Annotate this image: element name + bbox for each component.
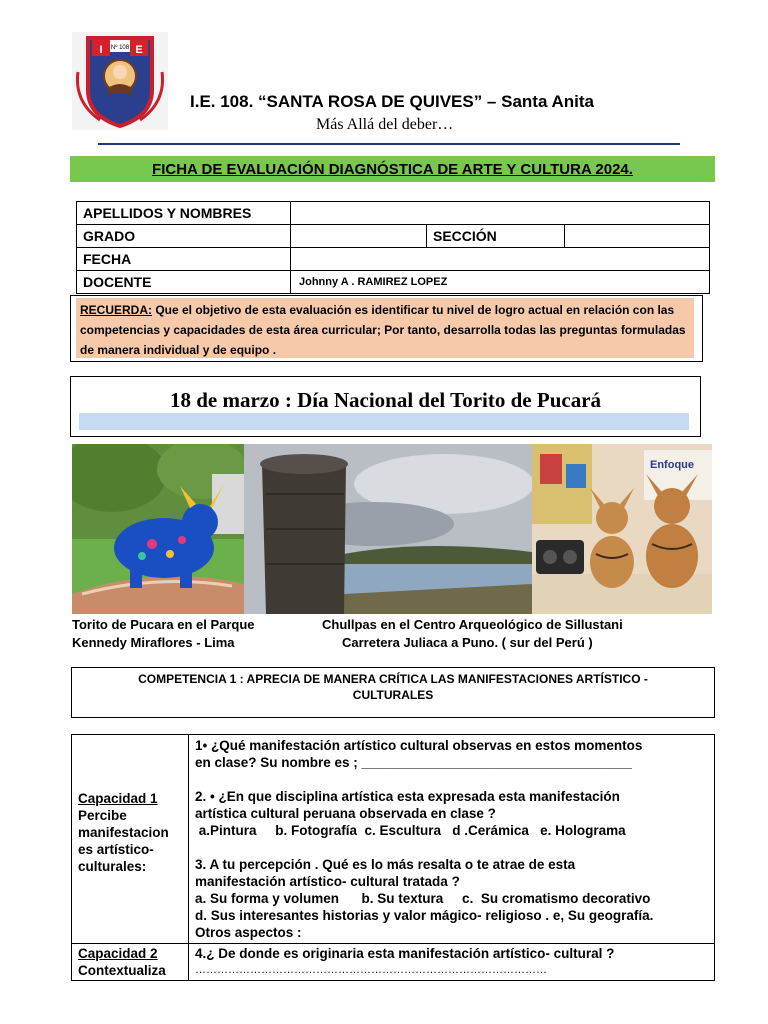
school-motto: Más Allá del deber… <box>316 116 454 133</box>
classroom-sign-text: Enfoque <box>650 459 694 471</box>
photo-chullpa-sillustani <box>244 444 532 614</box>
q4-answer-line[interactable]: …………………………………………………………………………………… <box>195 964 547 976</box>
q3-option-row2[interactable]: d. Sus interesantes historias y valor mágico- religioso . e, Su geografía. <box>195 908 654 923</box>
evaluation-title: FICHA DE EVALUACIÓN DIAGNÓSTICA DE ARTE Y CULTURA 2024. <box>152 161 633 178</box>
q1-line1: 1• ¿Qué manifestación artístico cultural observas en estos momentos <box>195 738 643 753</box>
table-row <box>77 202 710 225</box>
q3-line1: 3. A tu percepción . Qué es lo más resalta o te atrae de esta <box>195 857 576 872</box>
evaluation-title-bar <box>70 156 715 182</box>
school-logo <box>72 32 168 130</box>
q3-option-row1[interactable]: a. Su forma y volumen b. Su textura c. Su cromatismo decorativo <box>195 891 651 906</box>
recuerda-label: RECUERDA: <box>80 303 152 317</box>
seccion-label: SECCIÓN <box>427 225 565 248</box>
q2-line1: 2. • ¿En que disciplina artística esta expresada esta manifestación <box>195 789 620 804</box>
capacidad1-title: Capacidad 1 <box>78 791 158 806</box>
competencia-line2: CULTURALES <box>352 688 434 702</box>
q2-line2: artística cultural peruana observada en clase ? <box>195 806 496 821</box>
table-row <box>72 735 715 944</box>
recuerda-note <box>76 298 694 358</box>
q4-line1: 4.¿ De donde es originaria esta manifestación artístico- cultural ? <box>195 946 615 961</box>
capacidad1-desc-3: es artístico- <box>78 842 154 857</box>
competencia-line1: COMPETENCIA 1 : APRECIA DE MANERA CRÍTICA LAS MANIFESTACIONES ARTÍSTICO - <box>138 672 648 686</box>
capacidades-table <box>71 734 715 981</box>
table-row <box>77 225 710 248</box>
q2-options[interactable]: a.Pintura b. Fotografía c. Escultura d .Cerámica e. Holograma <box>195 823 626 838</box>
table-row <box>77 271 710 294</box>
capacidad2-title: Capacidad 2 <box>78 946 158 961</box>
date-banner-stripe <box>79 413 689 430</box>
photo2-caption-line2: Carretera Juliaca a Puno. ( sur del Perú ) <box>342 635 593 650</box>
table-row <box>72 944 715 981</box>
q3-option-row3[interactable]: Otros aspectos : <box>195 925 302 940</box>
photo-torito-park <box>72 444 244 614</box>
recuerda-text: Que el objetivo de esta evaluación es identificar tu nivel de logro actual en relación con las competencias y capacidades de esta área curricular; Por tanto, desarrolla todas las preguntas formuladas de manera individual y de equipo . <box>80 303 686 357</box>
fecha-label: FECHA <box>77 248 291 271</box>
table-row <box>77 248 710 271</box>
photo1-caption-line1: Torito de Pucara en el Parque <box>72 617 255 632</box>
q4-cell <box>189 944 715 981</box>
photo-ceramic-toritos <box>532 444 712 614</box>
competencia-box <box>71 667 715 718</box>
fecha-field[interactable] <box>291 248 710 271</box>
student-info-table <box>76 201 710 294</box>
capacidad1-desc-4: culturales: <box>78 859 147 874</box>
capacidad1-desc-2: manifestacion <box>78 825 169 840</box>
q1-line2[interactable]: en clase? Su nombre es ; ____________________________________ <box>195 755 632 770</box>
capacidad1-desc-1: Percibe <box>78 808 127 823</box>
logo-number: Nº 108 <box>110 45 130 51</box>
svg-text:E: E <box>135 44 143 56</box>
svg-text:I: I <box>99 44 103 56</box>
capacidad2-cell <box>72 944 189 981</box>
apellidos-label: APELLIDOS Y NOMBRES <box>77 202 291 225</box>
grado-label: GRADO <box>77 225 291 248</box>
header-divider <box>98 143 680 145</box>
grado-field[interactable] <box>291 225 427 248</box>
questions-cell <box>189 735 715 944</box>
q3-line2: manifestación artístico- cultural tratada ? <box>195 874 460 889</box>
apellidos-field[interactable] <box>291 202 710 225</box>
school-title: I.E. 108. “SANTA ROSA DE QUIVES” – Santa Anita <box>190 92 594 111</box>
photo1-caption-line2: Kennedy Miraflores - Lima <box>72 635 235 650</box>
docente-value: Johnny A . RAMIREZ LOPEZ <box>291 271 710 294</box>
capacidad2-desc: Contextualiza <box>78 963 166 978</box>
docente-label: DOCENTE <box>77 271 291 294</box>
date-banner-title: 18 de marzo : Día Nacional del Torito de Pucará <box>169 388 602 412</box>
photo2-caption-line1: Chullpas en el Centro Arqueológico de Sillustani <box>322 617 623 632</box>
seccion-field[interactable] <box>565 225 710 248</box>
capacidad1-cell <box>72 735 189 944</box>
